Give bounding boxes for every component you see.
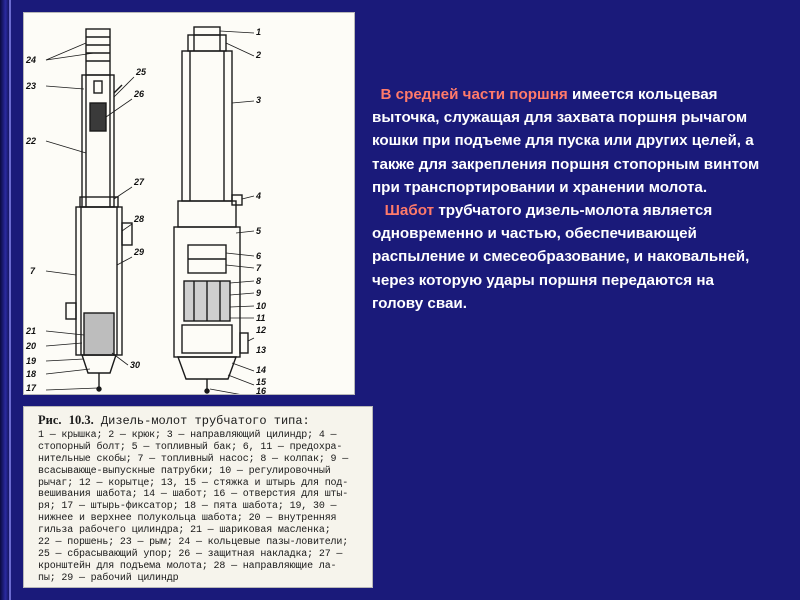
paragraph-2 — [372, 199, 762, 315]
caption-title — [38, 415, 360, 428]
callout-label: 15 — [256, 377, 267, 387]
caption-line: нижнее и верхнее полукольца шабота; 20 — внутренняя — [38, 513, 337, 525]
caption-line: 22 — поршень; 23 — рым; 24 — кольцевые пазы-ловители; — [38, 537, 349, 549]
callout-label: 8 — [256, 276, 262, 286]
cap-section — [86, 29, 110, 75]
caption-line: гильза рабочего цилиндра; 21 — шариковая масленка; — [38, 525, 331, 537]
callout-label: 17 — [26, 383, 37, 393]
callout-label: 28 — [134, 214, 145, 224]
anvil-foot — [82, 355, 116, 373]
highlight-phrase: В средней части поршня — [380, 86, 568, 103]
callout-label: 3 — [256, 95, 262, 105]
callout-label: 6 — [256, 251, 262, 261]
highlight-term: Шабот — [384, 202, 435, 220]
callout-label: 18 — [26, 369, 37, 379]
caption-number: 10.3. — [68, 413, 94, 427]
left-labels — [25, 55, 37, 393]
caption-line: кронштейн для подъема молота; 28 — направляющие ла- — [38, 560, 337, 572]
caption-line: пы; 29 — рабочий цилиндр — [38, 572, 179, 584]
caption-line: 1 — крышка; 2 — крюк; 3 — направляющий цилиндр; 4 — — [38, 429, 337, 441]
callout-label: 27 — [134, 177, 145, 187]
callout-label: 2 — [256, 50, 262, 60]
lock-bolt — [232, 195, 242, 205]
side-port — [122, 223, 132, 245]
paragraph-1 — [372, 83, 762, 199]
caption-line: нительные скобы; 7 — топливный насос; 8 — колпак; 9 — — [38, 453, 349, 465]
caption-line: рычаг; 12 — корытце; 13, 15 — стяжка и штырь для под- — [38, 477, 349, 489]
anvil-shoe — [178, 357, 236, 379]
callout-label: 25 — [136, 67, 147, 77]
callout-label: 24 — [26, 55, 37, 65]
paragraph-body: трубчатого дизель-молота является одновременно и частью, обеспечивающей распыление и смесеобразование, и наковальней, через которую удары поршня передаются на голову сваи. — [372, 202, 750, 312]
fuel-tank — [178, 201, 236, 227]
slide-accent-bar — [0, 0, 11, 600]
callout-label: 21 — [26, 326, 37, 336]
mid-labels — [130, 67, 147, 370]
caption-line: 25 — сбрасывающий упор; 26 — защитная накладка; 27 — — [38, 548, 343, 560]
callout-label: 16 — [256, 386, 267, 394]
caption-line: стопорный болт; 5 — топливный бак; 6, 11 — предохра- — [38, 441, 343, 453]
indent — [372, 202, 385, 219]
callout-label: 1 — [256, 27, 262, 37]
callout-label: 7 — [30, 266, 36, 276]
diesel-hammer-drawing — [24, 13, 354, 394]
technical-drawing — [23, 12, 355, 395]
slide-text — [372, 83, 762, 315]
caption-prefix: Рис. — [38, 413, 62, 427]
callout-label: 30 — [130, 360, 141, 370]
anvil-section — [84, 313, 114, 355]
callout-label: 11 — [256, 313, 266, 323]
callout-label: 19 — [26, 356, 37, 366]
figure-caption — [23, 406, 373, 588]
piston-head — [90, 103, 106, 131]
callout-label: 12 — [256, 325, 267, 335]
callout-label: 29 — [134, 247, 145, 257]
callout-label: 5 — [256, 226, 262, 236]
callout-label: 26 — [134, 89, 145, 99]
paragraph-body: имеется кольцевая выточка, служащая для захвата поршня рычагом кошки при подъеме для пуска или других целей, а также для закрепления поршня стопорным винтом при транспортировании и хранении молота. — [372, 86, 760, 196]
callout-label: 13 — [256, 345, 267, 355]
caption-line: всасывающе-выпускные патрубки; 10 — регулировочный — [38, 465, 331, 477]
caption-line: вешивания шабота; 14 — шабот; 16 — отверстия для шты- — [38, 489, 349, 501]
callout-label: 4 — [256, 191, 262, 201]
callout-label: 7 — [256, 263, 262, 273]
callout-label: 22 — [26, 136, 37, 146]
upper-cylinder-section — [82, 75, 114, 207]
callout-label: 10 — [256, 301, 267, 311]
callout-label: 9 — [256, 288, 262, 298]
callout-label: 14 — [256, 365, 267, 375]
callout-label: 20 — [26, 341, 37, 351]
caption-heading: Дизель-молот трубчатого типа: — [100, 414, 310, 428]
caption-line: ря; 17 — штырь-фиксатор; 18 — пята шабота; 19, 30 — — [38, 501, 337, 513]
right-labels — [255, 27, 267, 394]
callout-label: 23 — [26, 81, 37, 91]
